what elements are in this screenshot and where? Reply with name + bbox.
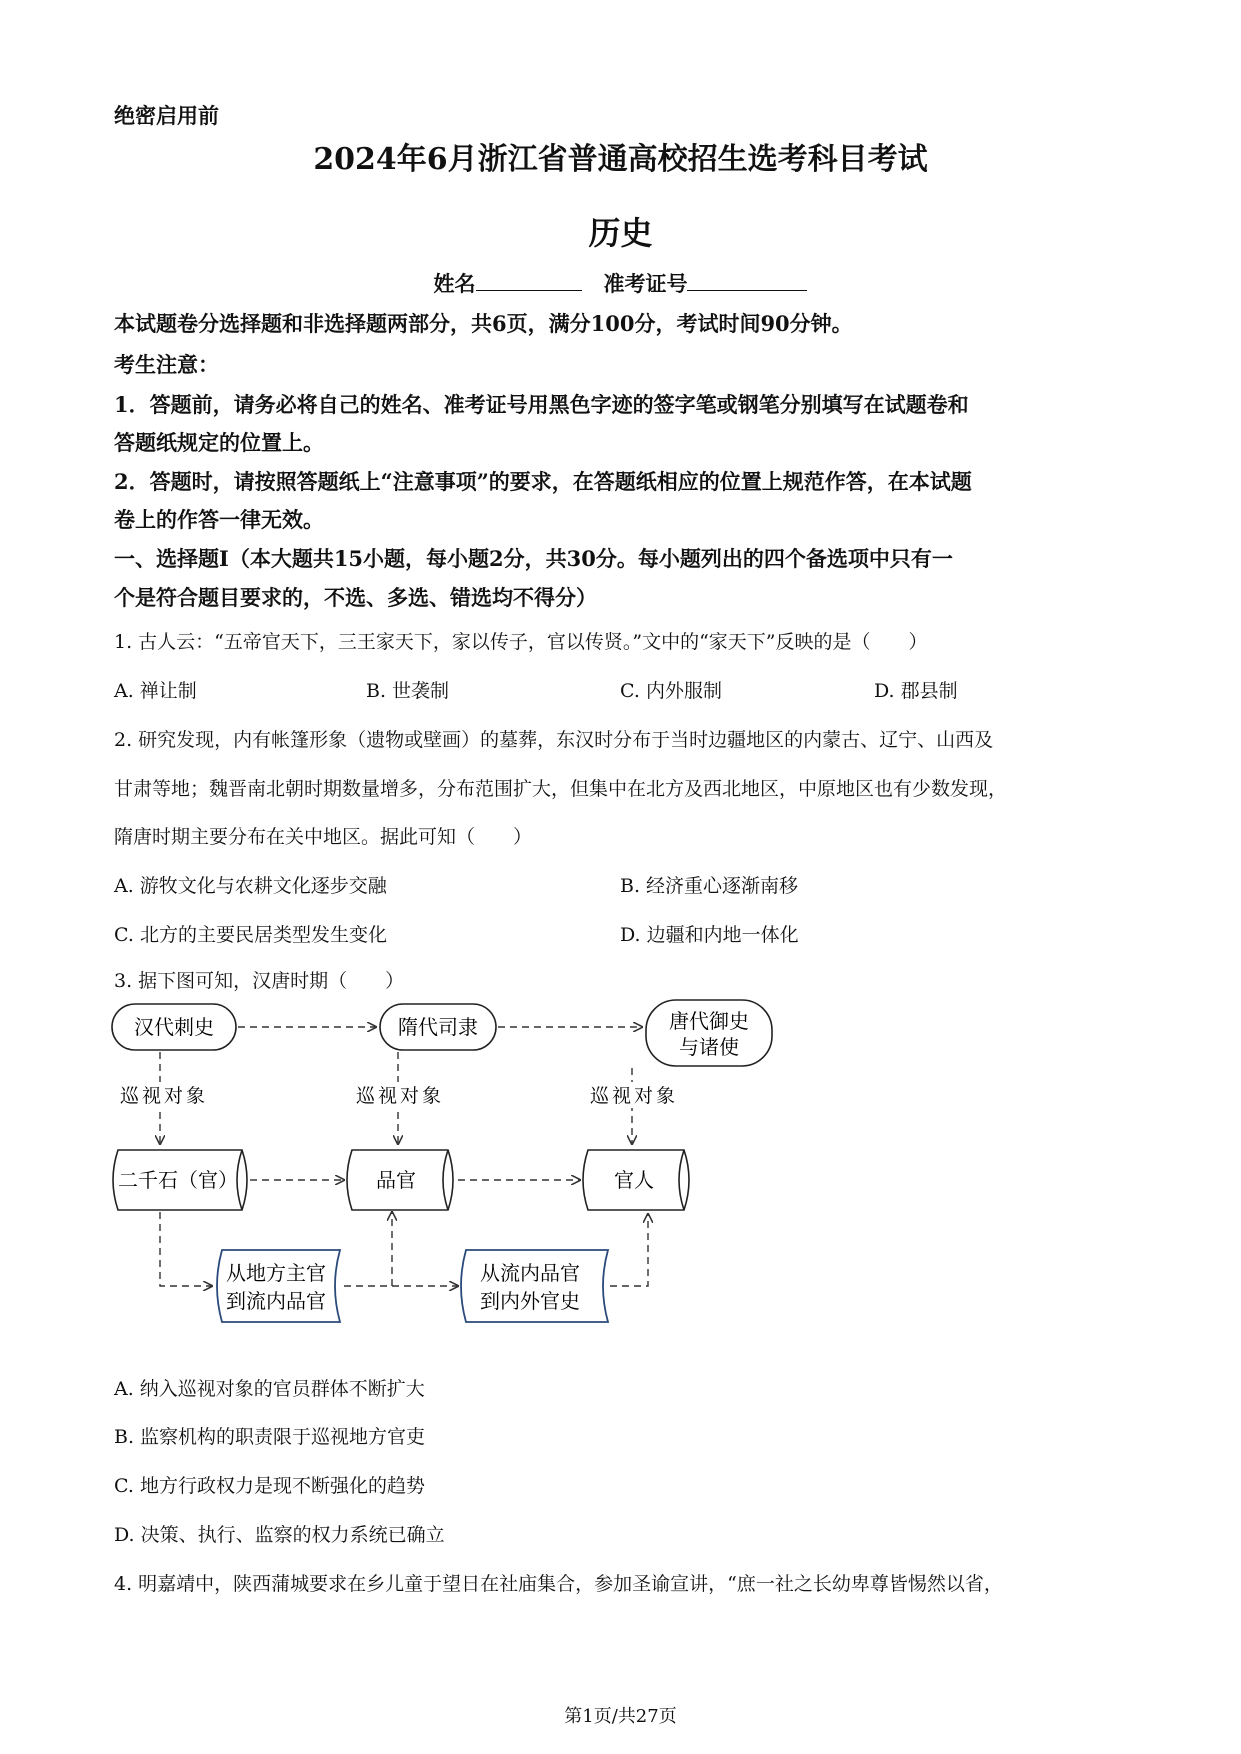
intro-text: 本试题卷分选择题和非选择题两部分，共6页，满分100分，考试时间90分钟。 bbox=[114, 311, 853, 336]
candidate-info-line bbox=[0, 268, 1241, 298]
node-tang-yushi-label1: 唐代御史 bbox=[669, 1009, 749, 1033]
q2-option-b: B. 经济重心逐渐南移 bbox=[620, 875, 799, 897]
q3-stem: 3. 据下图可知，汉唐时期（ ） bbox=[114, 970, 405, 992]
note1-line2: 答题纸规定的位置上。 bbox=[114, 430, 324, 455]
q3-flow-diagram bbox=[108, 996, 788, 1356]
edge-label-1: 巡视对象 bbox=[119, 1085, 209, 1107]
edge-label-3: 巡视对象 bbox=[589, 1085, 679, 1107]
q1-option-a: A. 禅让制 bbox=[114, 680, 197, 702]
arrow-bottom-in-1 bbox=[160, 1212, 212, 1286]
id-label: 准考证号 bbox=[603, 271, 688, 296]
q3-option-b: B. 监察机构的职责限于巡视地方官吏 bbox=[114, 1426, 426, 1448]
section1-line2: 个是符合题目要求的，不选、多选、错选均不得分） bbox=[114, 585, 597, 610]
name-blank bbox=[476, 272, 582, 291]
q3-option-c: C. 地方行政权力是现不断强化的趋势 bbox=[114, 1475, 425, 1497]
node-erqianshi-label: 二千石（官） bbox=[118, 1168, 238, 1192]
q1-option-b: B. 世袭制 bbox=[366, 680, 450, 702]
section1-line1: 一、选择题Ⅰ（本大题共15小题，每小题2分，共30分。每小题列出的四个备选项中只有一 bbox=[114, 546, 953, 571]
notice-title: 考生注意： bbox=[114, 352, 219, 377]
subject-title: 历史 bbox=[588, 214, 653, 252]
node-local-to-ranked-line2: 到流内品官 bbox=[226, 1289, 326, 1313]
name-label: 姓名 bbox=[433, 271, 476, 296]
node-pinguan-label: 品官 bbox=[376, 1168, 416, 1192]
edge-label-2: 巡视对象 bbox=[355, 1085, 445, 1107]
node-local-to-ranked-line1: 从地方主官 bbox=[226, 1261, 326, 1285]
q2-stem-line3: 隋唐时期主要分布在关中地区。据此可知（ ） bbox=[114, 826, 533, 848]
node-tang-yushi-label2: 与诸使 bbox=[679, 1035, 739, 1059]
q2-stem-line1: 2. 研究发现，内有帐篷形象（遗物或壁画）的墓葬，东汉时分布于当时边疆地区的内蒙古、辽宁、山西及 bbox=[114, 729, 994, 751]
note1-line1: 1．答题前，请务必将自己的姓名、准考证号用黑色字迹的签字笔或钢笔分别填写在试题卷和 bbox=[114, 392, 969, 417]
exam-title: 2024年6月浙江省普通高校招生选考科目考试 bbox=[313, 142, 928, 177]
node-ranked-to-officials-line2: 到内外官史 bbox=[480, 1289, 580, 1313]
q4-stem-line1: 4. 明嘉靖中，陕西蒲城要求在乡儿童于望日在社庙集合，参加圣谕宣讲，“庶一社之长幼卑尊皆惕然以省， bbox=[114, 1573, 1003, 1595]
arrow-up-guanren bbox=[610, 1214, 648, 1286]
classification-label: 绝密启用前 bbox=[114, 103, 219, 128]
node-ranked-to-officials-line1: 从流内品官 bbox=[480, 1261, 580, 1285]
q3-option-a: A. 纳入巡视对象的官员群体不断扩大 bbox=[114, 1378, 425, 1400]
q1-stem: 1. 古人云：“五帝官天下，三王家天下，家以传子，官以传贤。”文中的“家天下”反映的是（ ） bbox=[114, 631, 928, 653]
q1-option-c: C. 内外服制 bbox=[620, 680, 722, 702]
node-sui-sili-label: 隋代司隶 bbox=[398, 1015, 478, 1039]
node-guanren-label: 官人 bbox=[614, 1168, 654, 1192]
note2-line1: 2．答题时，请按照答题纸上“注意事项”的要求，在答题纸相应的位置上规范作答，在本试题 bbox=[114, 469, 972, 494]
node-han-cishi-label: 汉代刺史 bbox=[134, 1015, 214, 1039]
id-blank bbox=[687, 272, 807, 291]
q1-option-d: D. 郡县制 bbox=[874, 680, 958, 702]
note2-line2: 卷上的作答一律无效。 bbox=[114, 507, 324, 532]
page-number: 第1页/共27页 bbox=[564, 1706, 677, 1727]
q2-option-d: D. 边疆和内地一体化 bbox=[620, 924, 799, 946]
q2-stem-line2: 甘肃等地；魏晋南北朝时期数量增多，分布范围扩大，但集中在北方及西北地区，中原地区也有少数发现， bbox=[114, 778, 1008, 800]
q2-option-c: C. 北方的主要民居类型发生变化 bbox=[114, 924, 387, 946]
q3-option-d: D. 决策、执行、监察的权力系统已确立 bbox=[114, 1524, 445, 1546]
q2-option-a: A. 游牧文化与农耕文化逐步交融 bbox=[114, 875, 387, 897]
